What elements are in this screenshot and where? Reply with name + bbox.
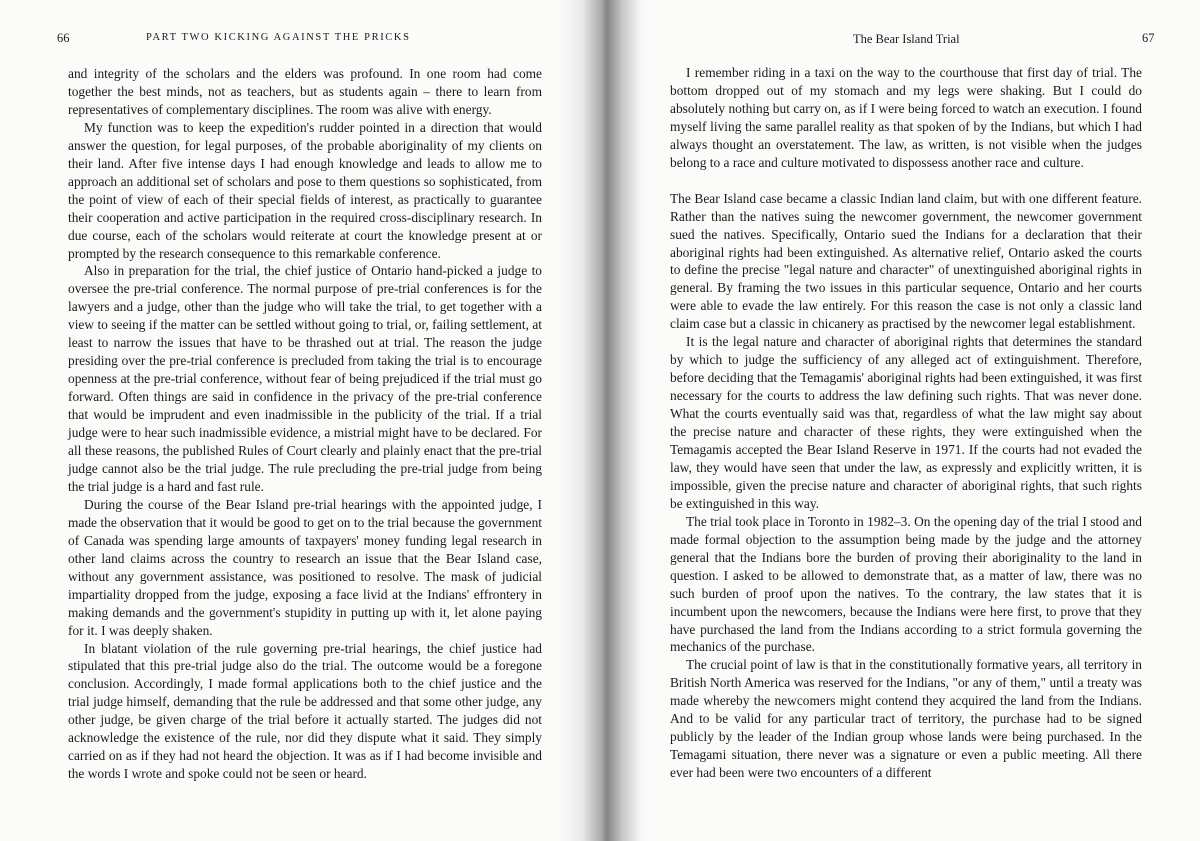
right-page bbox=[600, 0, 1200, 841]
running-head-left: PART TWO KICKING AGAINST THE PRICKS bbox=[146, 32, 411, 43]
paragraph: The trial took place in Toronto in 1982–3. On the opening day of the trial I stood and made formal objection to the assumption being made by the judge and the attorney general that the Indians bore the burden of proving their aboriginality to the land in question. I asked to be allowed to demonstrate that, as a matter of law, there was no such burden of proof upon the natives. To the contrary, the law states that it is incumbent upon the newcomers, because the Indians were here first, to prove that they have purchased the land from the Indians according to a strict formula governing the mechanics of the purchase. bbox=[670, 513, 1142, 655]
paragraph: The Bear Island case became a classic Indian land claim, but with one different feature. Rather than the natives suing the newcomer government, the newcomer government sued the natives. Specifically, Ontario sued the Indians for a declaration that their aboriginal rights had been extinguished. As alternative relief, Ontario asked the courts to define the precise "legal nature and character" of unextinguished aboriginal rights in general. By framing the two issues in this particular sequence, Ontario and her courts were able to evade the law entirely. For this reason the case is not only a classic land claim case but a classic in chicanery as practised by the newcomer legal establishment. bbox=[670, 190, 1142, 332]
paragraph: In blatant violation of the rule governing pre-trial hearings, the chief justice had stipulated that this pre-trial judge also do the trial. The outcome would be a foregone conclusion. Accordingly, I made formal applications both to the chief justice and the trial judge himself, demanding that the rule be addressed and that some other judge, any other judge, be given charge of the trial before it actually started. The judges did not acknowledge the existence of the rule, nor did they dispute what it said. They simply carried on as if they had not heard the objection. It was as if I had become invisible and the words I wrote and spoke could not be seen or heard. bbox=[68, 640, 542, 782]
page-number-left: 66 bbox=[57, 31, 70, 45]
paragraph: During the course of the Bear Island pre-trial hearings with the appointed judge, I made the observation that it would be good to get on to the trial because the government of Canada was spending large amounts of taxpayers' money funding legal research in other land claims across the country to research an issue that the Bear Island case, without any government assistance, was positioned to resolve. The mask of judicial impartiality dropped from the judge, exposing a face livid at the Indians' effrontery in making demands and the government's stupidity in putting up with it, let alone paying for it. I was deeply shaken. bbox=[68, 496, 542, 638]
running-head-right: The Bear Island Trial bbox=[853, 32, 960, 46]
page-number-right: 67 bbox=[1142, 31, 1155, 45]
paragraph: and integrity of the scholars and the elders was profound. In one room had come together the best minds, not as teachers, but as students again – there to learn from representatives of complementary disciplines. The room was alive with energy. bbox=[68, 66, 542, 117]
paragraph: It is the legal nature and character of aboriginal rights that determines the standard by which to judge the sufficiency of any alleged act of extinguishment. Therefore, before deciding that the Temagamis' aboriginal rights had been extinguished, it was first necessary for the courts to address the law defining such rights. That was never done. What the courts eventually said was that, regardless of what the law might say about the precise nature and character of these rights, they were extinguished when the Temagamis accepted the Bear Island Reserve in 1971. If the courts had not evaded the law, they would have seen that under the law, as expressly and explicitly written, it is impossible, given the precise nature and character of aboriginal rights, that such rights be extinguished in this way. bbox=[670, 334, 1142, 511]
paragraph: My function was to keep the expedition's rudder pointed in a direction that would answer the question, for legal purposes, of the probable aboriginality of my clients on their land. After five intense days I had enough knowledge and leads to allow me to approach an additional set of scholars and pose to them questions so sophisticated, from the point of view of each of their special fields of interest, as practically to guarantee their cooperation and active participation in the required cross-disciplinary research. In due course, each of the scholars would reiterate at court the knowledge present at or prompted by the research consequence to this remarkable conference. bbox=[68, 119, 542, 261]
paragraph: Also in preparation for the trial, the chief justice of Ontario hand-picked a judge to oversee the pre-trial conference. The normal purpose of pre-trial conferences is for the lawyers and a judge, other than the judge who will take the trial, to get together with a view to seeing if the matter can be settled without going to trial, or, failing settlement, at least to narrow the issues that have to be thrashed out at trial. The reason the judge presiding over the pre-trial conference is precluded from taking the trial is to encourage openness at the pre-trial conference, without fear of being prejudiced if the trial must go forward. Often things are said in confidence in the privacy of the pre-trial conference that would be imprudent and even inadmissible in the publicity of the trial. If a trial judge were to hear such inadmissible evidence, a mistrial might have to be declared. For all these reasons, the published Rules of Court clearly and plainly enact that the pre-trial judge cannot also be the trial judge. The rule precluding the pre-trial judge from being the trial judge is a hard and fast rule. bbox=[68, 263, 542, 494]
left-page-body bbox=[68, 65, 542, 783]
paragraph: I remember riding in a taxi on the way to the courthouse that first day of trial. The bottom dropped out of my stomach and my legs were shaking. But I could do absolutely nothing but carry on, as if I were being forced to watch an execution. I found myself living the same parallel reality as that spoken of by the Indians, but which I had always thought an overstatement. The law, as written, is not visible when the judges belong to a race and culture motivated to dispossess another race and culture. bbox=[670, 65, 1142, 170]
right-page-body bbox=[670, 64, 1142, 782]
paragraph: The crucial point of law is that in the constitutionally formative years, all territory in British North America was reserved for the Indians, "or any of them," until a treaty was made whereby the newcomers might contend they acquired the land from the Indians. And to be valid for any particular tract of territory, the purchase had to be signed publicly by the leader of the Indian group whose lands were being purchased. In the Temagami situation, there never was a signature or even a public meeting. All there ever had been were two encounters of a different bbox=[670, 657, 1142, 781]
